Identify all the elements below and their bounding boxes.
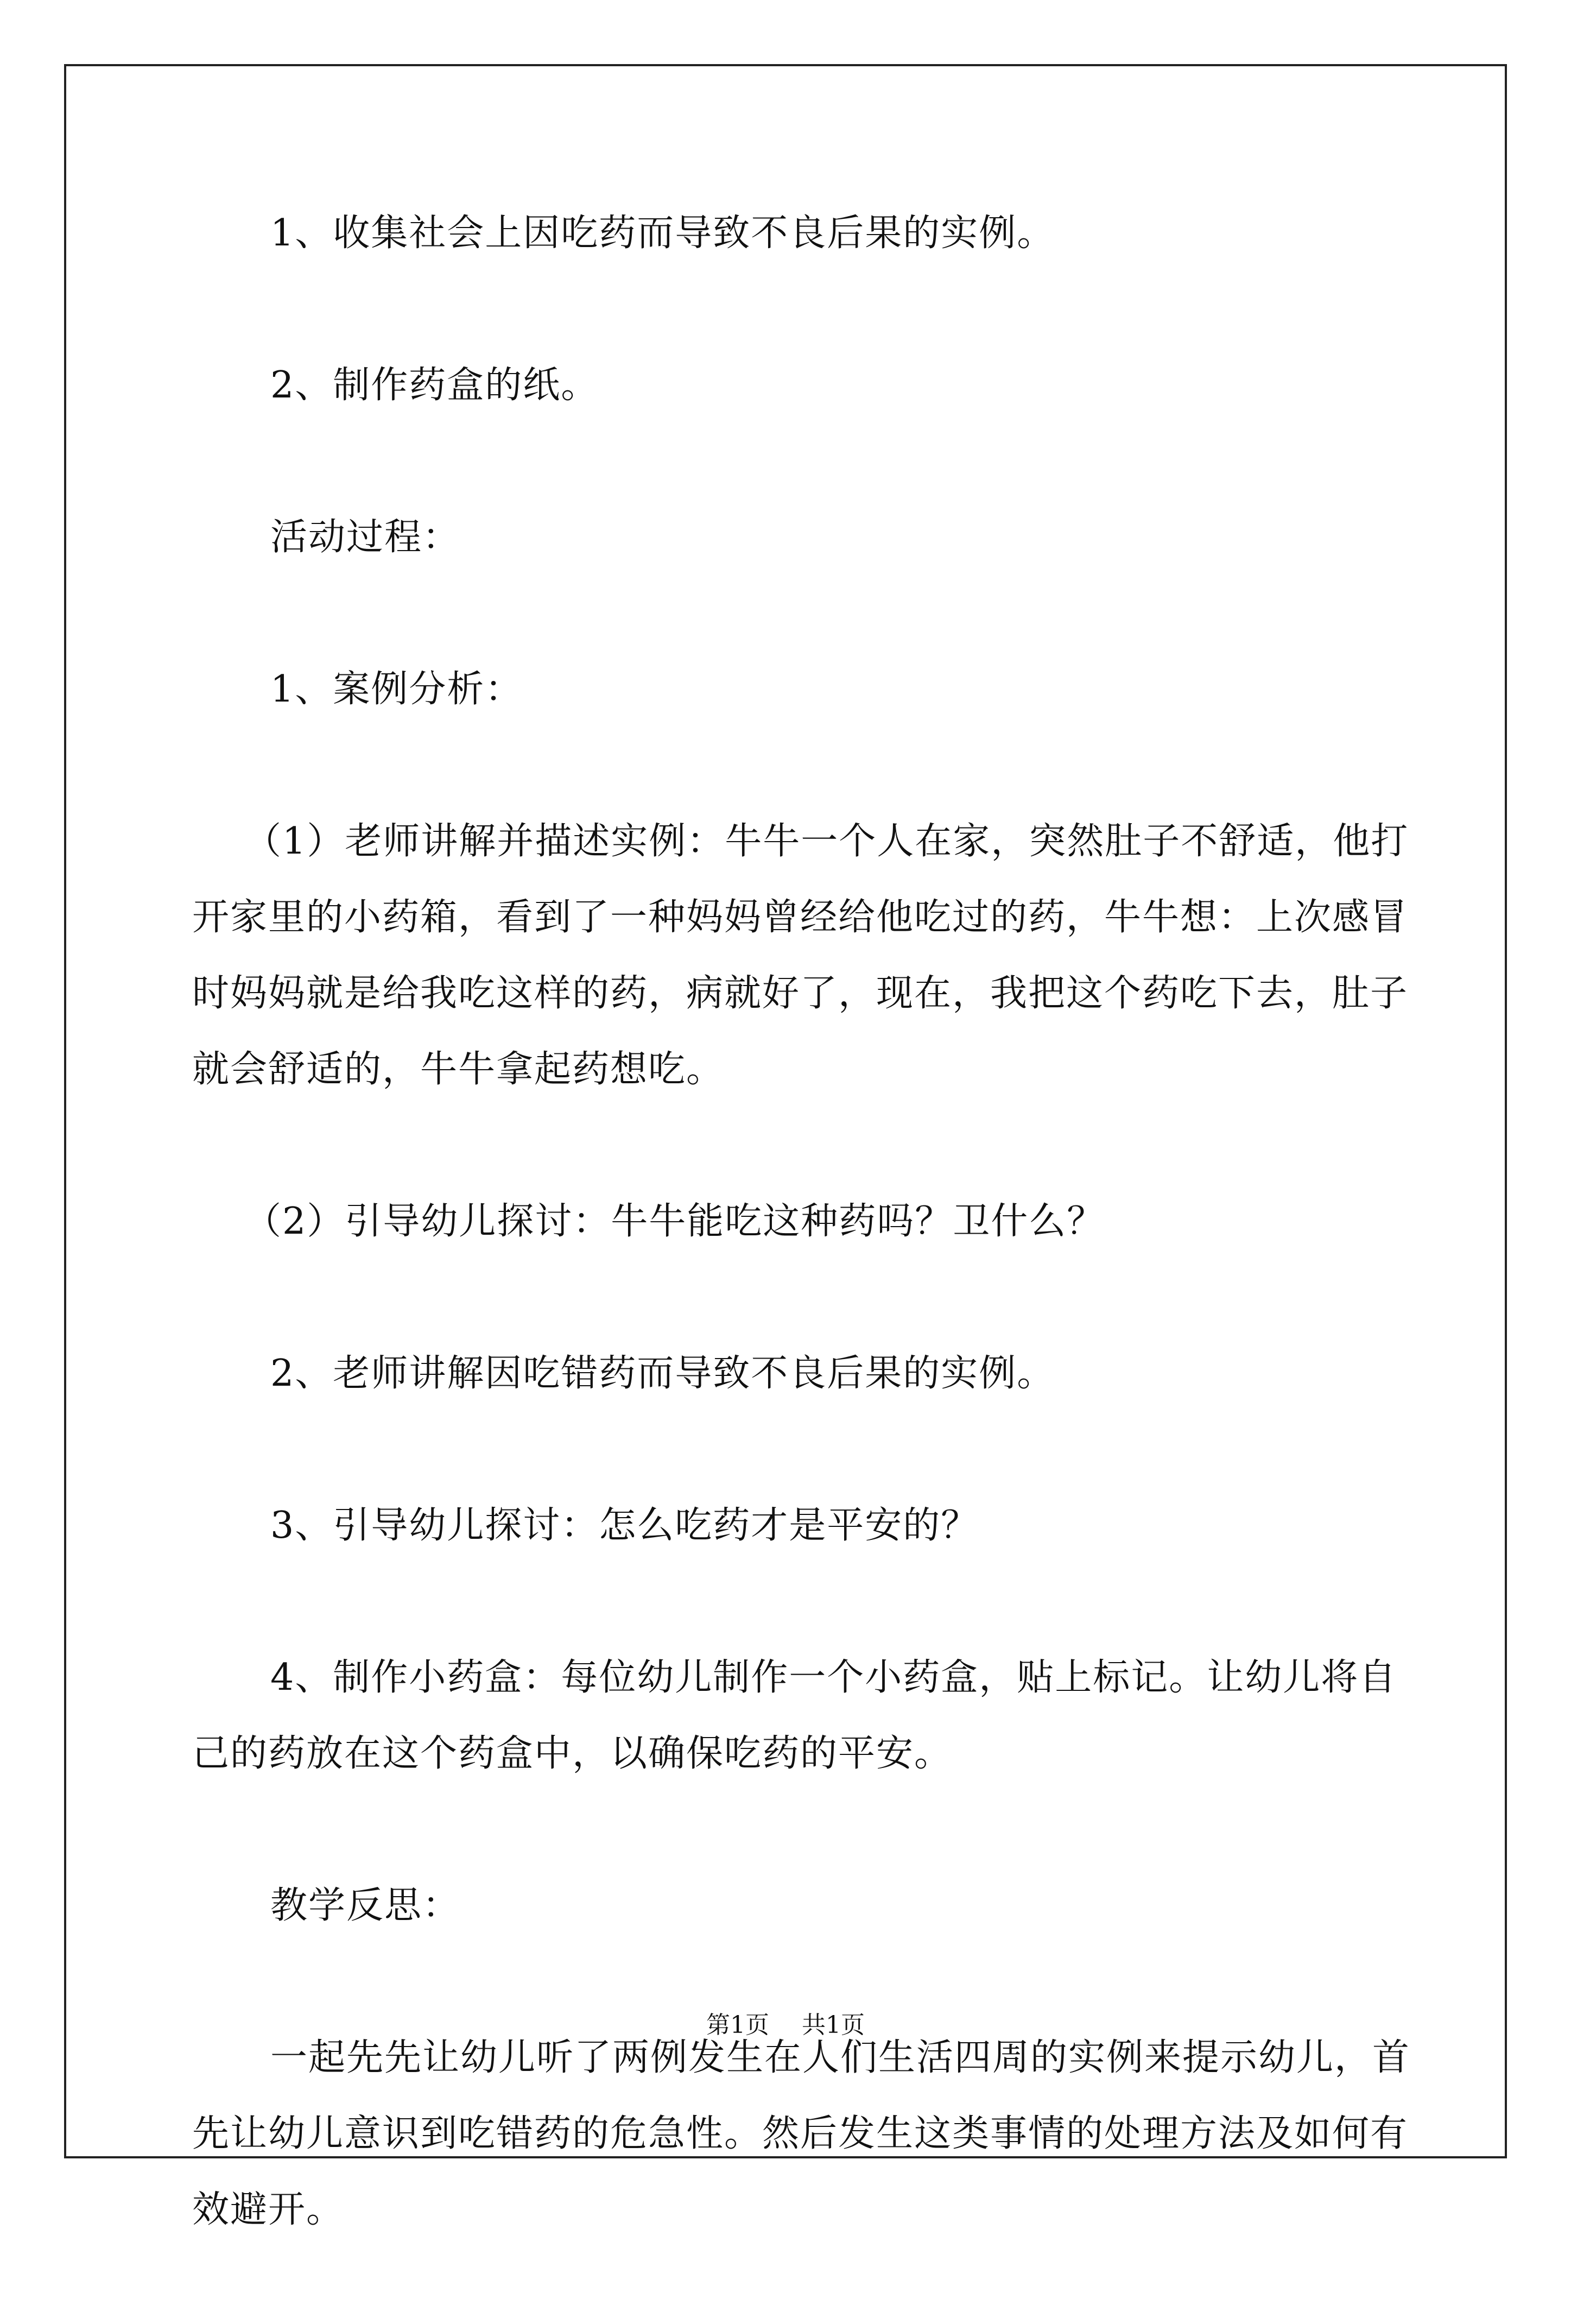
- page-number-current: 第1页: [706, 2011, 769, 2039]
- paragraph-case-analysis: 1、案例分析：: [270, 668, 523, 711]
- paragraph-teacher-example: （1）老师讲解并描述实例：牛牛一个人在家，突然肚子不舒适，他打开家里的小药箱，看到了一种妈妈曾经给他吃过的药，牛牛想：上次感冒时妈妈就是给我吃这样的药，病就好了，现在，我把这个药吃下去，肚子就会舒适的，牛牛拿起药想吃。: [192, 820, 1409, 1091]
- page-footer: [0, 2009, 1571, 2042]
- heading-activity-process: 活动过程：: [270, 516, 461, 559]
- paragraph-make-medicine-box: 4、制作小药盒：每位幼儿制作一个小药盒，贴上标记。让幼儿将自己的药放在这个药盒中，以确保吃药的平安。: [192, 1656, 1397, 1775]
- paragraph-wrong-medicine-example: 2、老师讲解因吃错药而导致不良后果的实例。: [270, 1352, 1055, 1395]
- paragraph-collect-examples: 1、收集社会上因吃药而导致不良后果的实例。: [270, 212, 1055, 255]
- paragraph-discussion-question: （2）引导幼儿探讨：牛牛能吃这种药吗？卫什么？: [244, 1200, 1105, 1243]
- heading-teaching-reflection: 教学反思：: [270, 1884, 461, 1927]
- page-number-total: 共1页: [802, 2011, 865, 2039]
- paragraph-reflection-text: 一起先先让幼儿听了两例发生在人们生活四周的实例来提示幼儿，首先让幼儿意识到吃错药的危急性。然后发生这类事情的处理方法及如何有效避开。: [192, 2036, 1411, 2231]
- paragraph-safe-medicine-discussion: 3、引导幼儿探讨：怎么吃药才是平安的？: [270, 1504, 979, 1547]
- document-body: [192, 195, 1424, 2324]
- paragraph-box-paper: 2、制作药盒的纸。: [270, 364, 599, 407]
